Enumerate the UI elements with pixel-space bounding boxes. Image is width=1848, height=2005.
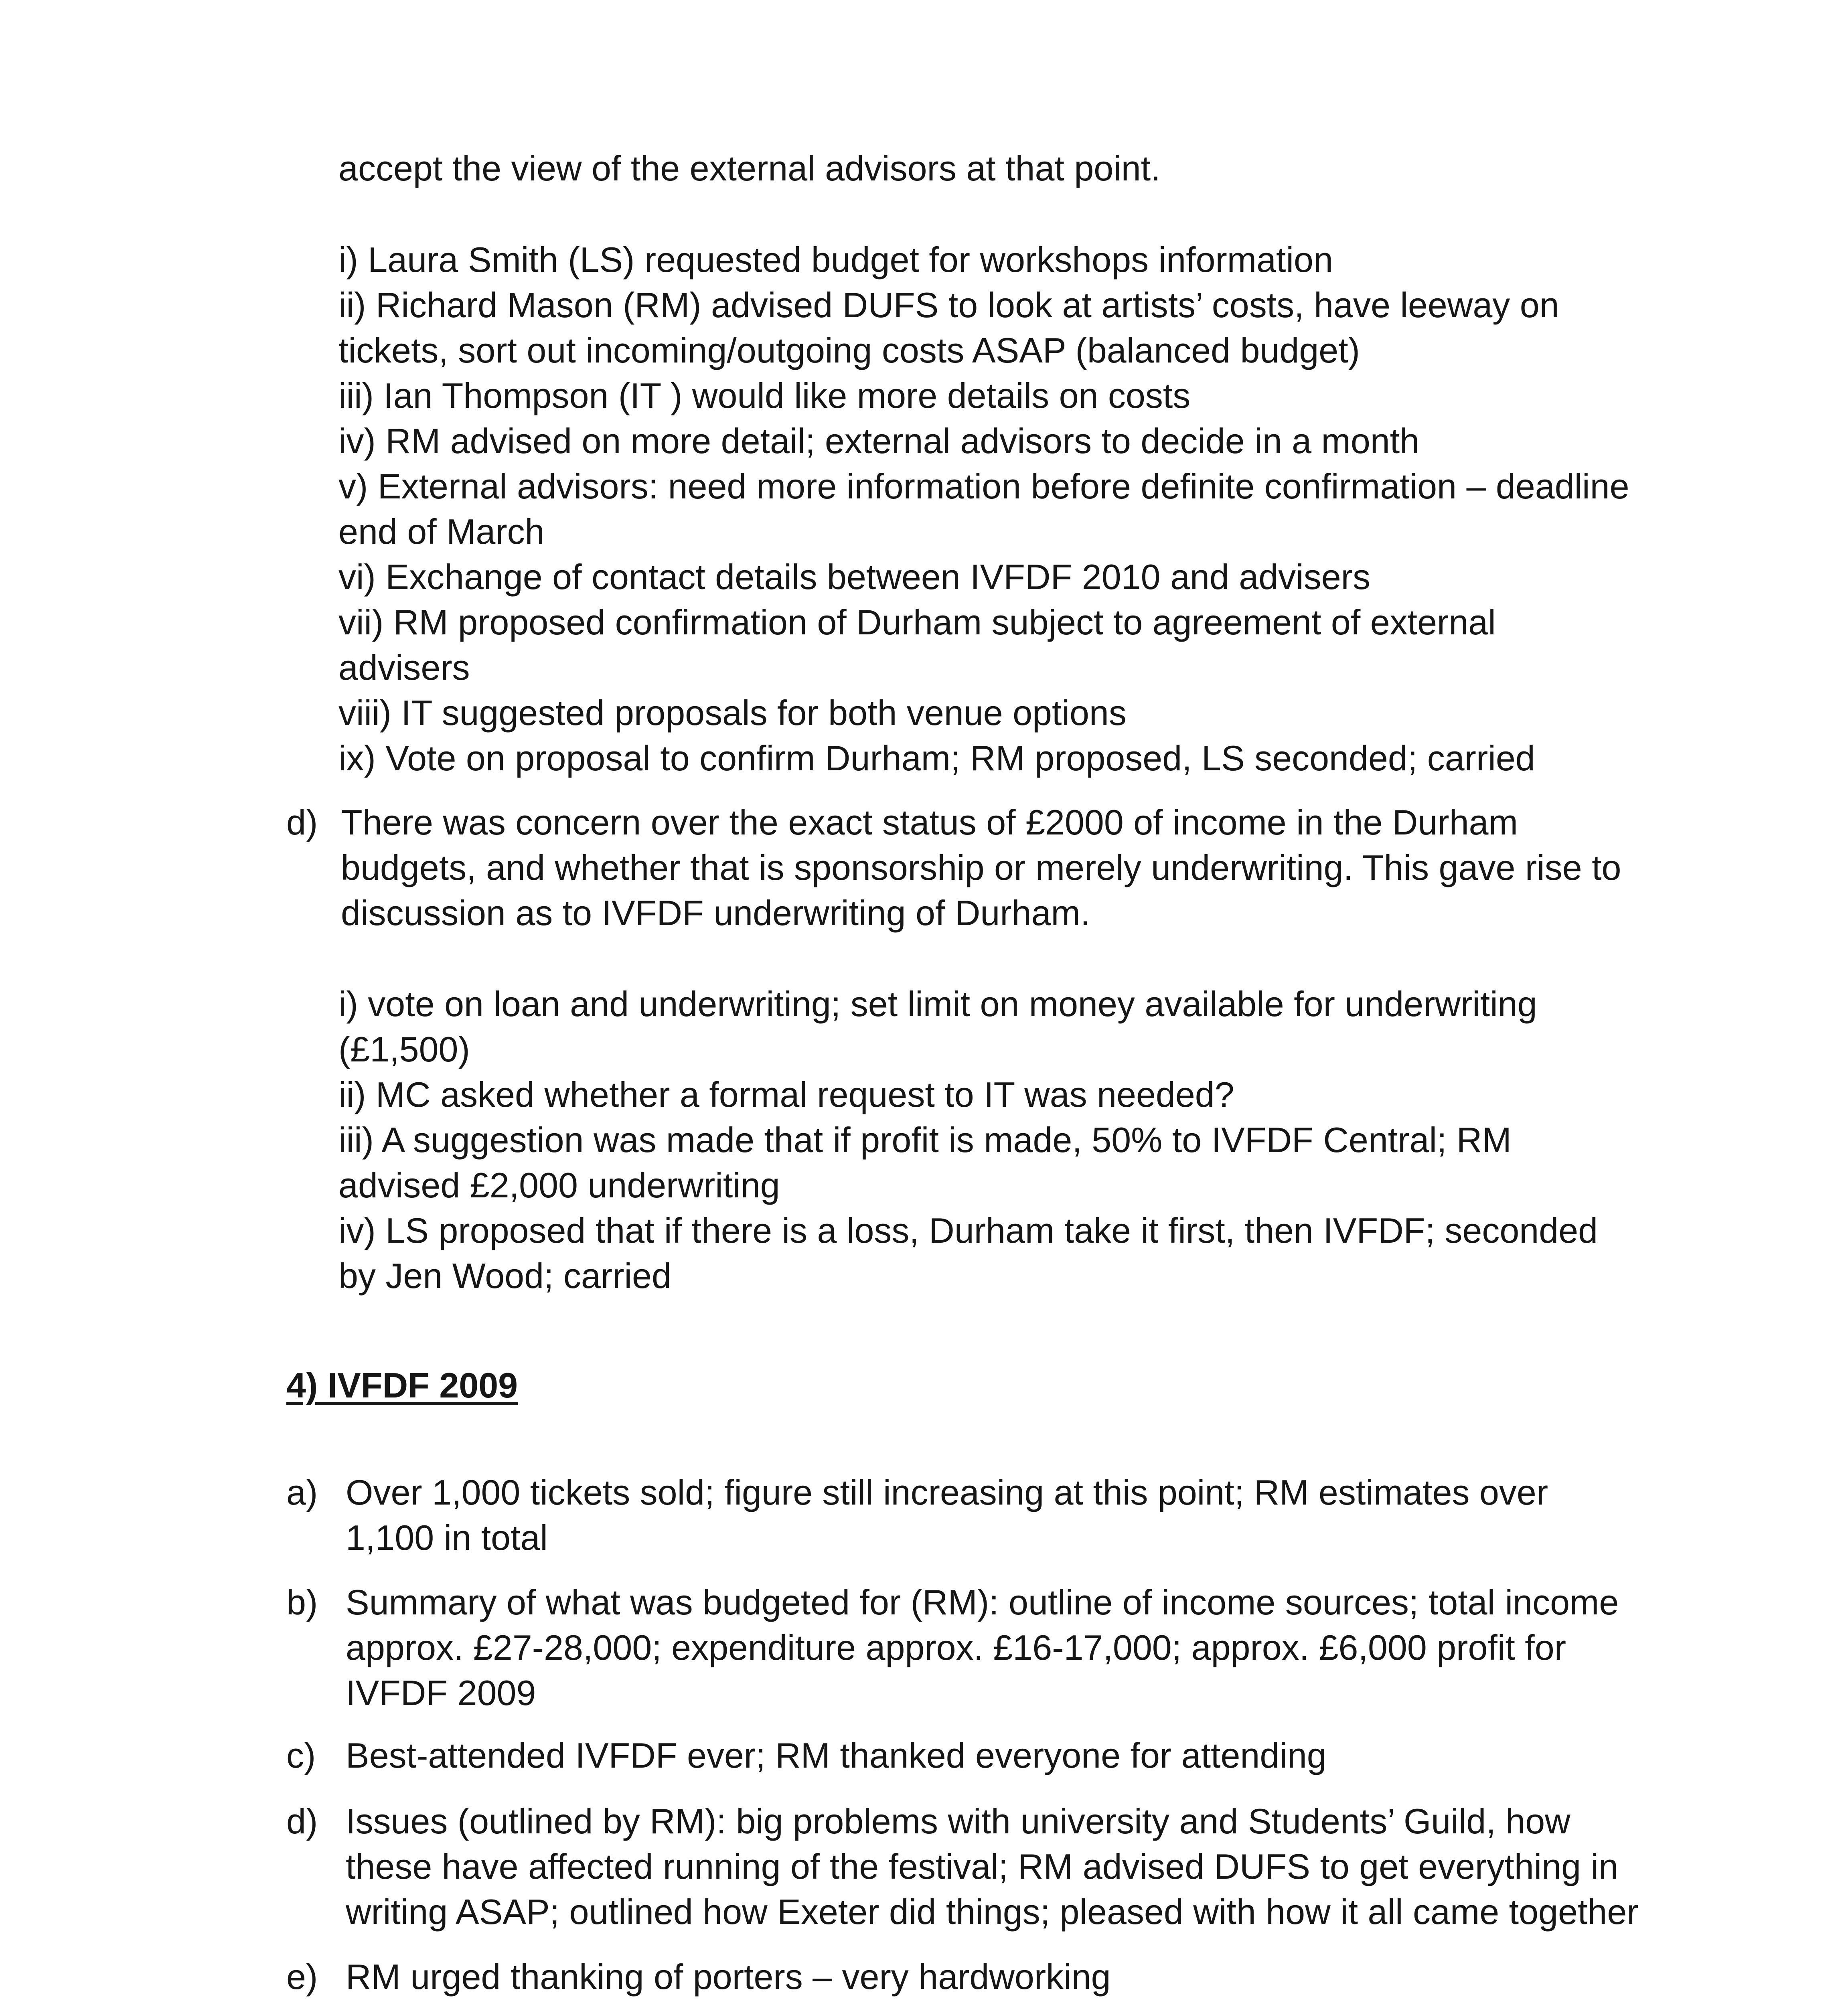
subitem-line: (£1,500) bbox=[338, 1029, 470, 1069]
list-item-line: Issues (outlined by RM): big problems with university and Students’ Guild, how bbox=[346, 1801, 1570, 1841]
list-marker: c) bbox=[286, 1736, 316, 1775]
list-item-line: these have affected running of the festival; RM advised DUFS to get everything in bbox=[346, 1847, 1619, 1886]
subitem-line: advised £2,000 underwriting bbox=[338, 1165, 780, 1205]
subitem-line: i) vote on loan and underwriting; set limit on money available for underwriting bbox=[338, 984, 1537, 1024]
subitem-line: i) Laura Smith (LS) requested budget for workshops information bbox=[338, 240, 1333, 279]
subitem-line: iii) Ian Thompson (IT ) would like more details on costs bbox=[338, 376, 1191, 415]
item-d-line: There was concern over the exact status of £2000 of income in the Durham bbox=[341, 802, 1518, 842]
subitem-line: vi) Exchange of contact details between IVFDF 2010 and advisers bbox=[338, 557, 1370, 597]
subitem-line: iv) RM advised on more detail; external advisors to decide in a month bbox=[338, 421, 1420, 461]
subitem-line: vii) RM proposed confirmation of Durham subject to agreement of external bbox=[338, 602, 1496, 642]
list-item-line: approx. £27-28,000; expenditure approx. £16-17,000; approx. £6,000 profit for bbox=[346, 1628, 1566, 1667]
subitem-line: iii) A suggestion was made that if profit is made, 50% to IVFDF Central; RM bbox=[338, 1120, 1512, 1160]
list-marker: e) bbox=[286, 1957, 318, 1997]
list-marker: d) bbox=[286, 802, 318, 842]
subitem-line: ii) Richard Mason (RM) advised DUFS to look at artists’ costs, have leeway on bbox=[338, 285, 1559, 325]
item-d-line: discussion as to IVFDF underwriting of Durham. bbox=[341, 893, 1090, 933]
list-marker: d) bbox=[286, 1801, 318, 1841]
list-item-line: Over 1,000 tickets sold; figure still increasing at this point; RM estimates over bbox=[346, 1472, 1548, 1512]
list-item-line: 1,100 in total bbox=[346, 1518, 548, 1557]
item-d-line: budgets, and whether that is sponsorship or merely underwriting. This gave rise to bbox=[341, 848, 1621, 887]
subitem-line: by Jen Wood; carried bbox=[338, 1256, 671, 1296]
subitem-line: ii) MC asked whether a formal request to IT was needed? bbox=[338, 1075, 1234, 1114]
list-marker: a) bbox=[286, 1472, 318, 1512]
section-heading: 4) IVFDF 2009 bbox=[286, 1365, 518, 1405]
subitem-line: v) External advisors: need more information before definite confirmation – deadline bbox=[338, 466, 1629, 506]
intro-line: accept the view of the external advisors at that point. bbox=[338, 148, 1161, 188]
list-item-line: Summary of what was budgeted for (RM): outline of income sources; total income bbox=[346, 1582, 1619, 1622]
list-item-line: IVFDF 2009 bbox=[346, 1673, 536, 1713]
list-marker: b) bbox=[286, 1582, 318, 1622]
subitem-line: end of March bbox=[338, 512, 545, 551]
subitem-line: tickets, sort out incoming/outgoing costs ASAP (balanced budget) bbox=[338, 330, 1360, 370]
list-item-line: Best-attended IVFDF ever; RM thanked everyone for attending bbox=[346, 1736, 1327, 1775]
subitem-line: viii) IT suggested proposals for both venue options bbox=[338, 693, 1127, 733]
subitem-line: ix) Vote on proposal to confirm Durham; RM proposed, LS seconded; carried bbox=[338, 738, 1535, 778]
subitem-line: advisers bbox=[338, 648, 470, 687]
list-item-line: RM urged thanking of porters – very hardworking bbox=[346, 1957, 1111, 1997]
list-item-line: writing ASAP; outlined how Exeter did things; pleased with how it all came together bbox=[346, 1892, 1639, 1932]
subitem-line: iv) LS proposed that if there is a loss, Durham take it first, then IVFDF; seconded bbox=[338, 1211, 1598, 1250]
